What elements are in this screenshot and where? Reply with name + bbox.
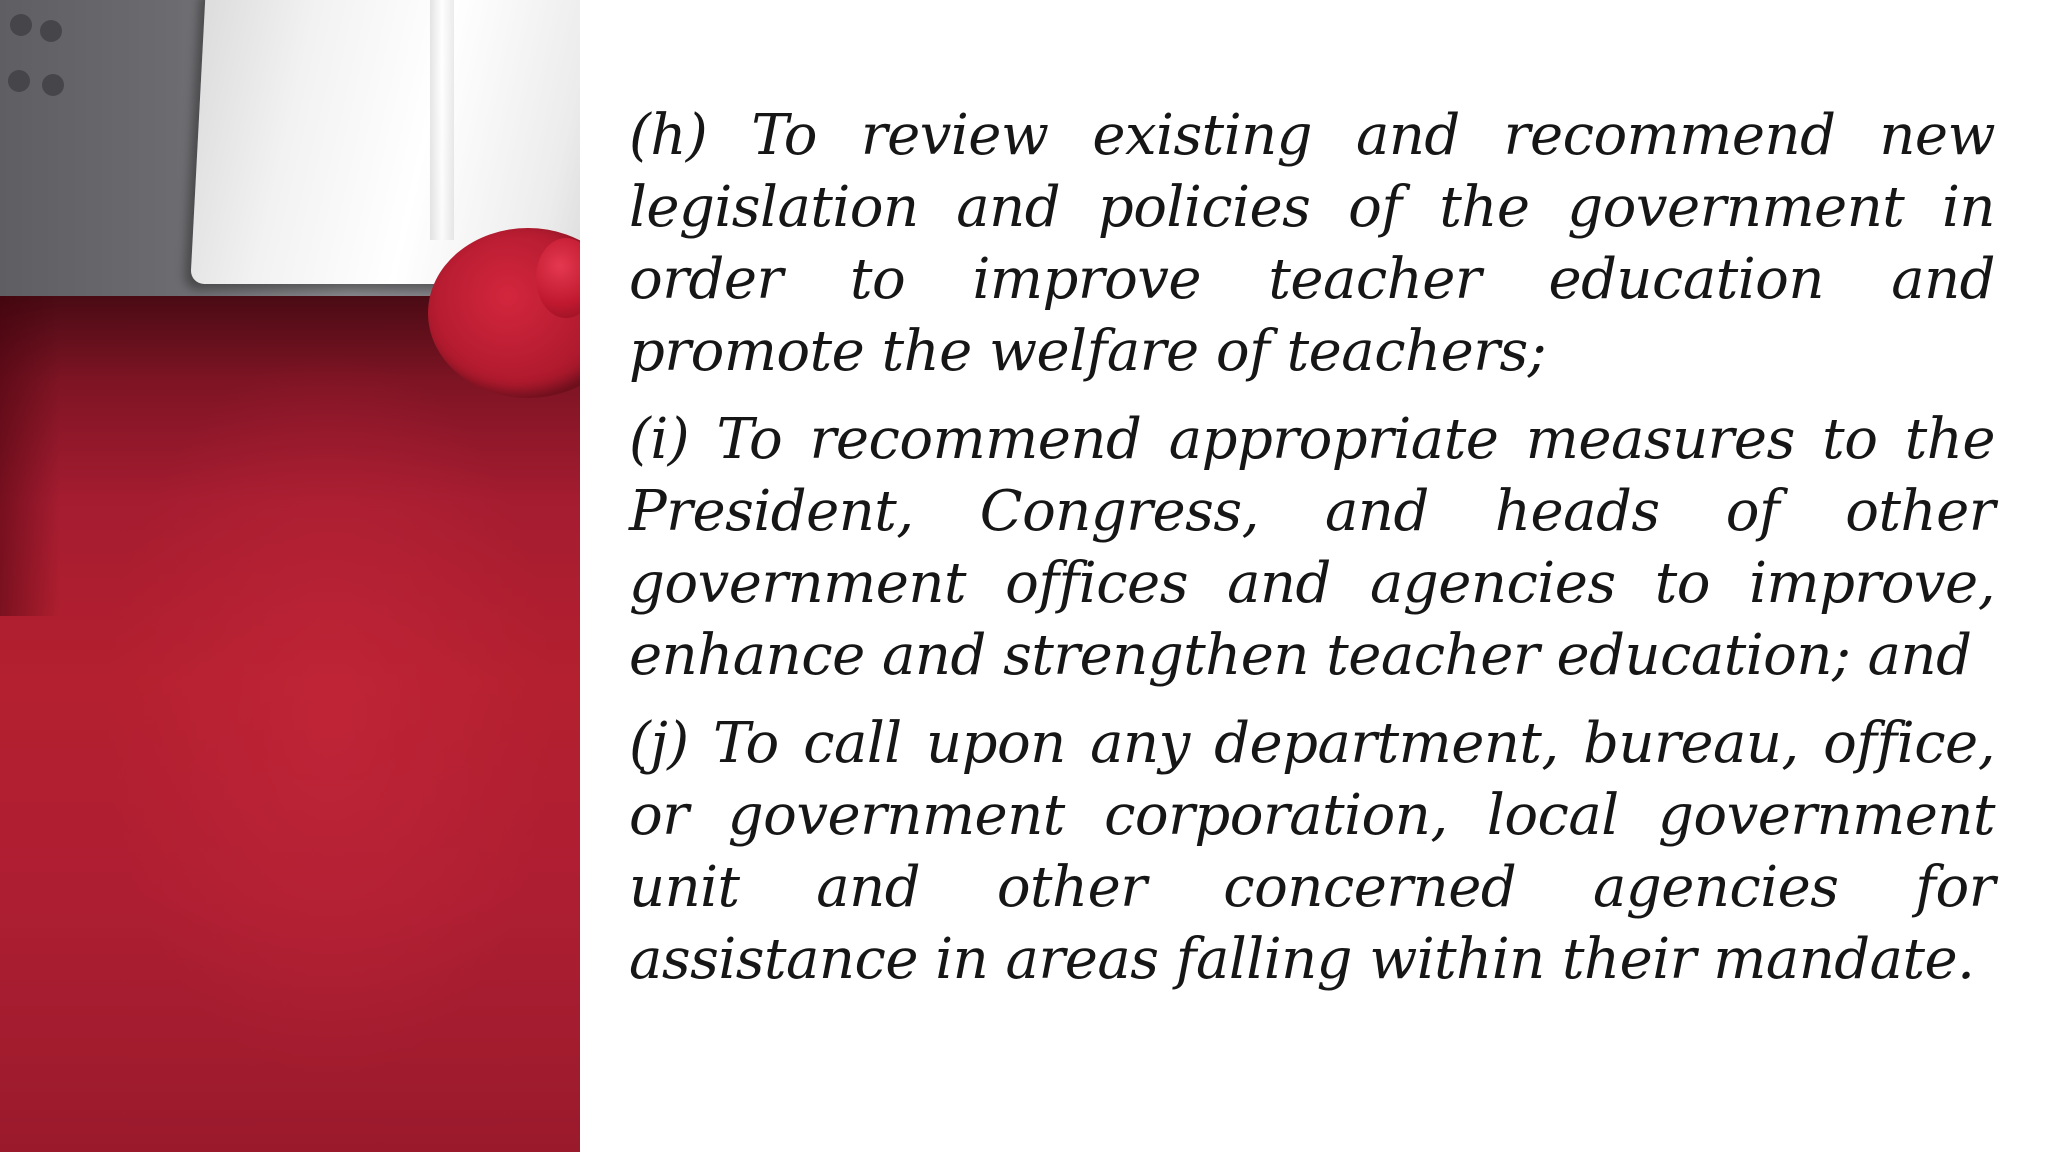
red-background [0,296,580,1152]
paragraph-i: (i) To recommend appropriate measures to the President, Congress, and heads of other government offices and agencies to improve, enhance and strengthen teacher education; and [629,407,1995,688]
paragraph-j: (j) To call upon any department, bureau, office, or government corporation, local government unit and other concerned agencies for assistance in areas falling within their mandate. [629,711,1995,992]
red-shadow [0,296,60,616]
decorative-photo [0,0,580,1152]
paper-fold [430,0,454,240]
slide-body [629,100,1995,1012]
photo-dots [0,0,90,120]
panel-divider [580,0,582,1152]
paragraph-h: (h) To review existing and recommend new legislation and policies of the government in order to improve teacher education and promote the welfare of teachers; [629,103,1995,384]
